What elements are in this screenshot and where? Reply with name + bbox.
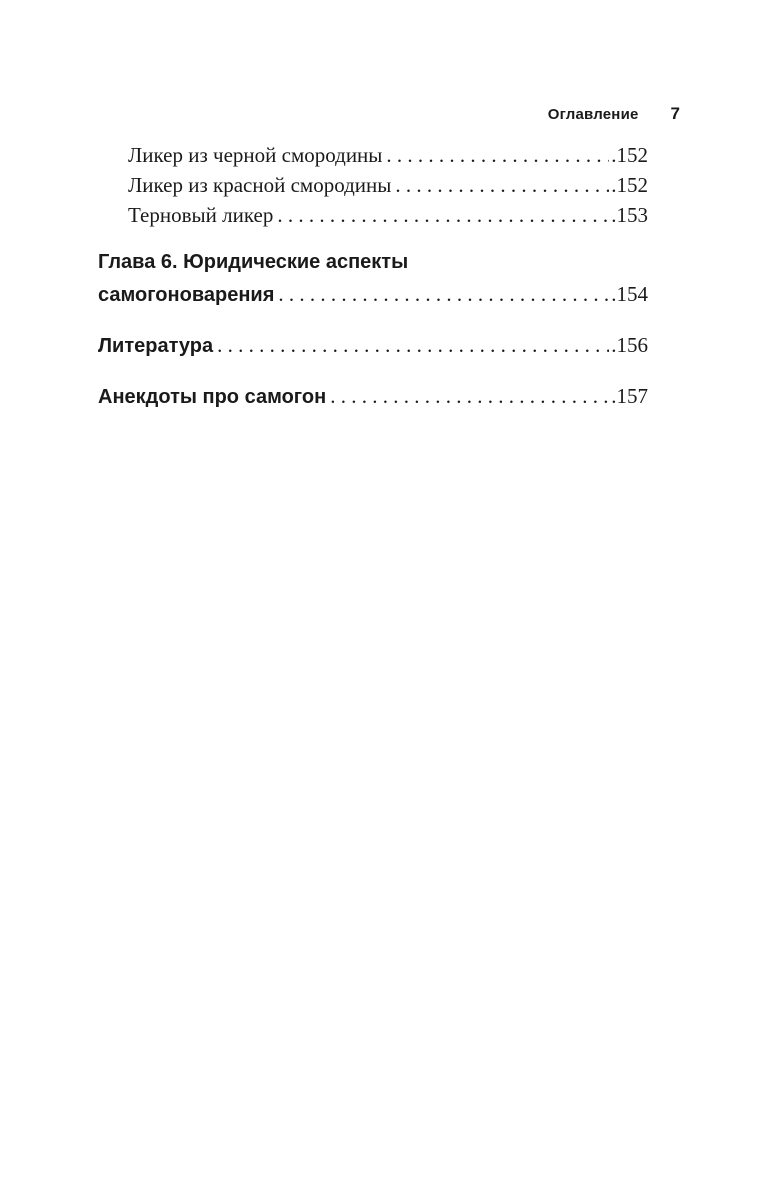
toc-entry-title: Анекдоты про самогон [98, 386, 327, 408]
dot-leader [217, 329, 609, 361]
toc-entry-title: Терновый ликер [128, 203, 274, 227]
toc-entry-redcurrant-liqueur[interactable] [98, 170, 648, 200]
table-of-contents [98, 140, 648, 413]
toc-entry-literature[interactable] [98, 329, 648, 362]
toc-entry-title: Литература [98, 335, 214, 357]
toc-entry-sloe-liqueur[interactable] [98, 200, 648, 230]
dot-leader [277, 200, 609, 230]
toc-entry-title: Ликер из красной смородины [128, 173, 392, 197]
dot-leader [395, 170, 609, 200]
page-number: 7 [670, 104, 680, 123]
toc-entry-blackcurrant-liqueur[interactable] [98, 140, 648, 170]
toc-entry-page: .154 [611, 282, 648, 306]
dot-leader [330, 380, 609, 412]
toc-entry-page: .152 [611, 143, 648, 167]
running-head-title: Оглавление [547, 106, 639, 123]
toc-entry-page: .153 [611, 203, 648, 227]
toc-entry-title-line2: самогоноварения [98, 284, 275, 306]
toc-entry-title: Ликер из черной смородины [128, 143, 383, 167]
dot-leader [278, 278, 609, 310]
toc-entry-page: .152 [611, 173, 648, 197]
running-head [548, 104, 680, 124]
toc-entry-chapter-6[interactable] [98, 246, 648, 311]
dot-leader [386, 140, 609, 170]
toc-entry-page: .156 [611, 333, 648, 357]
toc-entry-title-line1: Глава 6. Юридические аспекты [98, 251, 409, 273]
toc-entry-page: .157 [611, 384, 648, 408]
toc-entry-anecdotes[interactable] [98, 380, 648, 413]
